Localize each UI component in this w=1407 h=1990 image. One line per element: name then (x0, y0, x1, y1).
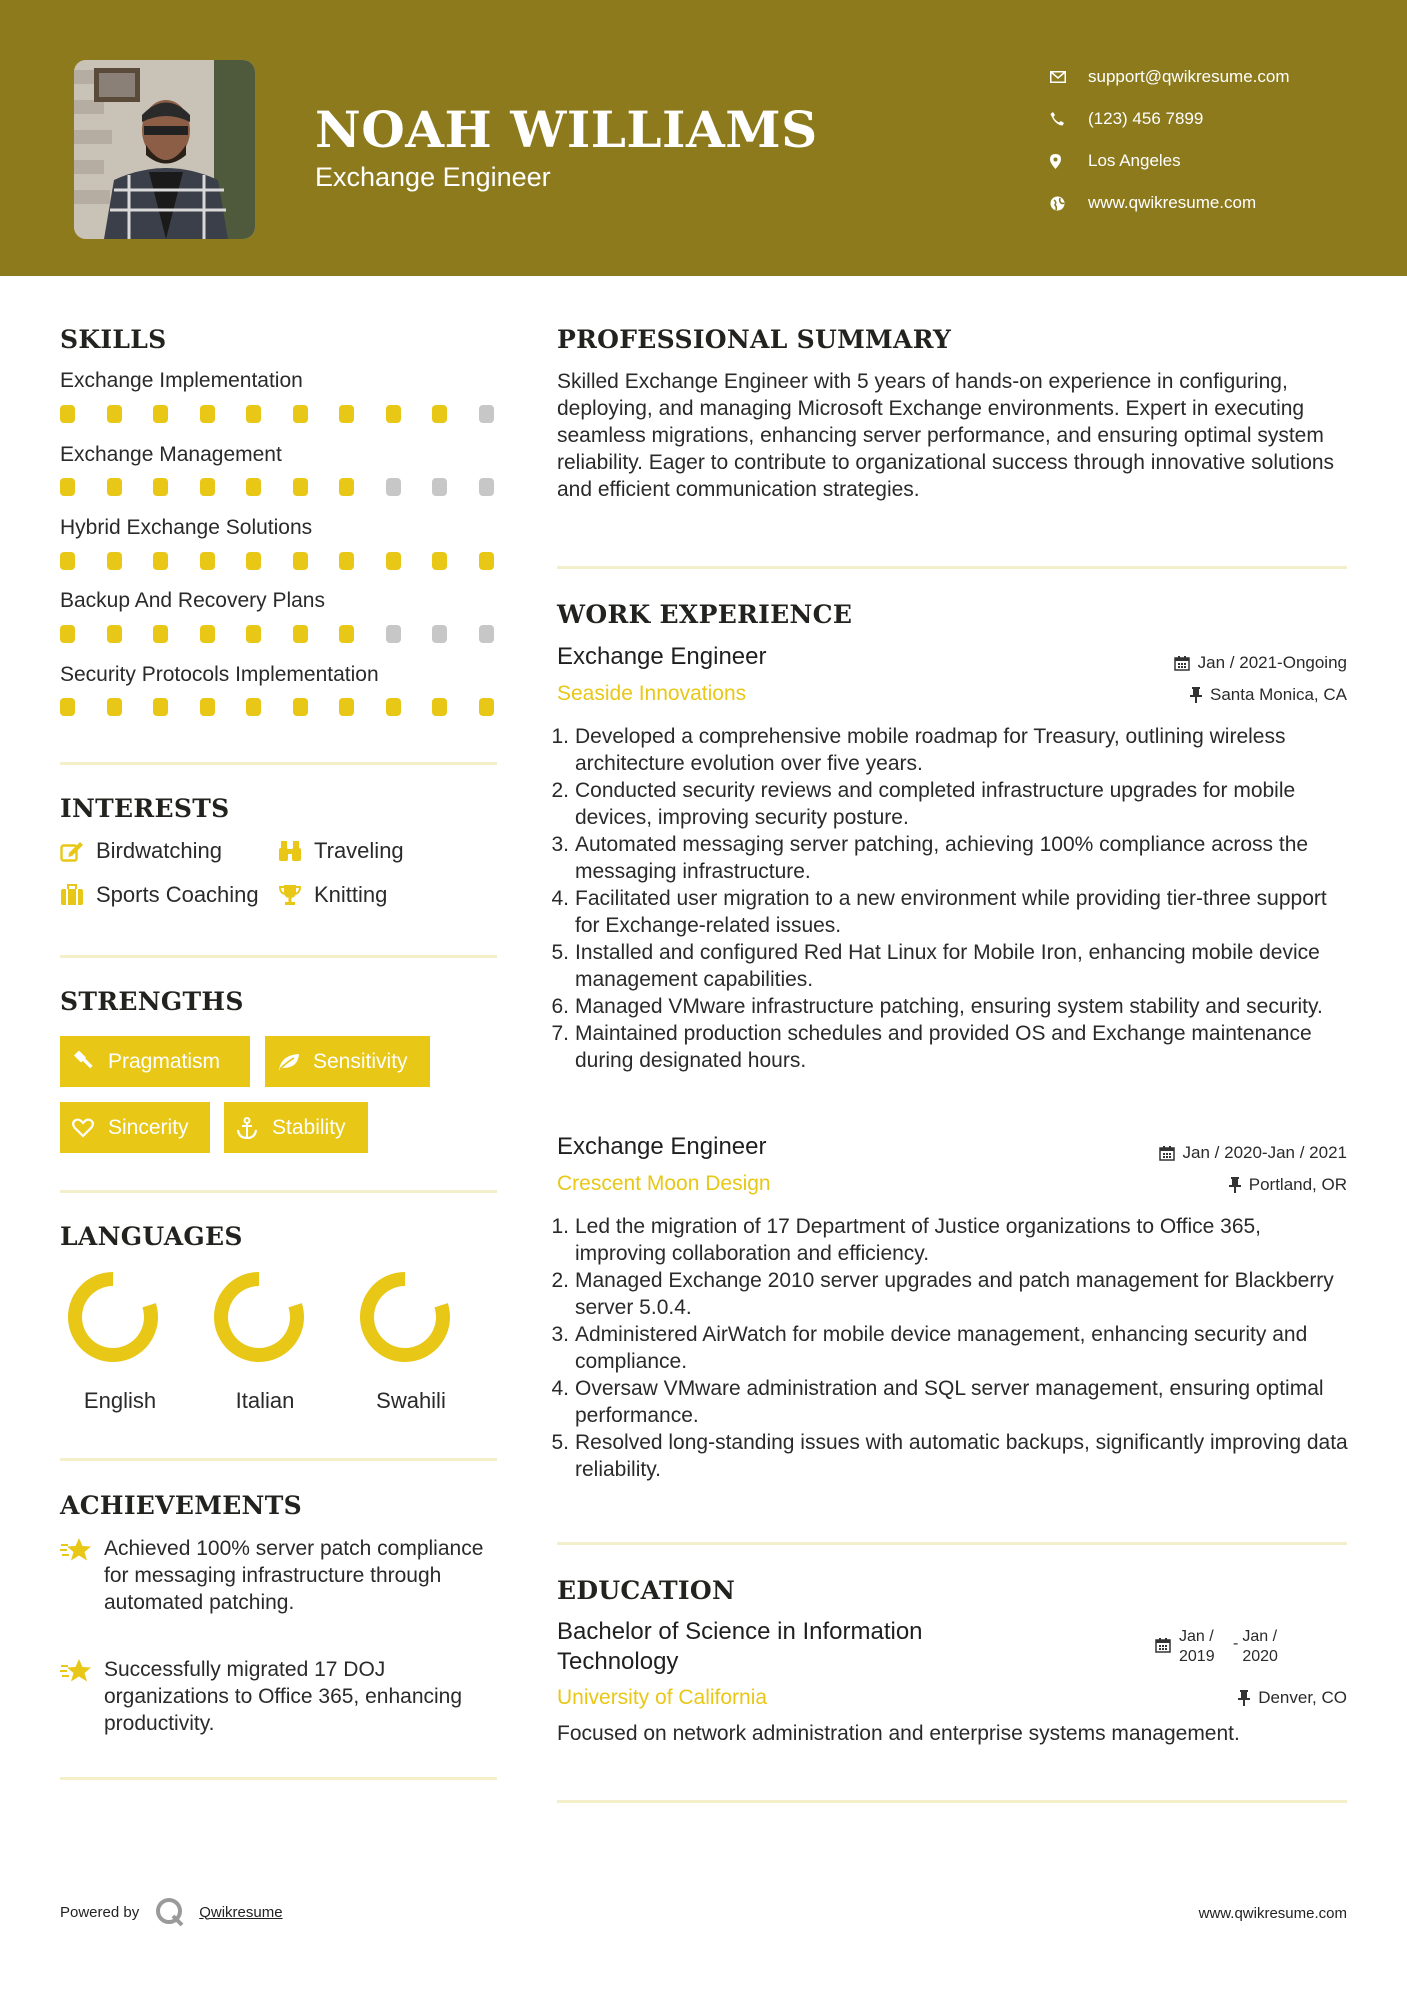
job-company: Seaside Innovations (557, 682, 747, 705)
skill-dot-filled (432, 405, 447, 423)
heart-icon (72, 1118, 108, 1138)
skill-dot-empty (386, 625, 401, 643)
skill-dot-filled (293, 478, 308, 496)
section-divider (60, 1458, 497, 1461)
skill-dot-filled (60, 552, 75, 570)
skill-dot-empty (432, 625, 447, 643)
contact-list (1050, 56, 1290, 224)
skill-dot-filled (339, 405, 354, 423)
star-badge-icon (60, 1658, 94, 1689)
skill-dot-filled (293, 625, 308, 643)
job-duty-item (547, 993, 1357, 1020)
skill-dot-filled (339, 478, 354, 496)
skill-name: Exchange Management (60, 443, 282, 466)
duty-number: 5. (551, 941, 569, 964)
education-start: Jan / 2019 (1179, 1628, 1215, 1665)
skill-dot-filled (386, 405, 401, 423)
duty-text: Facilitated user migration to a new environment while providing tier-three support for Exchange-related issues. (575, 887, 1327, 937)
education-location: Denver, CO (1238, 1688, 1347, 1708)
duty-number: 6. (551, 995, 569, 1018)
skill-dot-filled (107, 405, 122, 423)
section-divider (557, 1542, 1347, 1545)
skill-dot-filled (107, 552, 122, 570)
duty-number: 4. (551, 1377, 569, 1400)
skill-dot-filled (200, 552, 215, 570)
achievements-heading: ACHIEVEMENTS (60, 1491, 302, 1520)
duty-text: Managed Exchange 2010 server upgrades and patch management for Blackberry server 5.0.4. (575, 1269, 1334, 1319)
languages-heading: LANGUAGES (60, 1222, 243, 1251)
skill-dot-filled (246, 698, 261, 716)
skill-dot-filled (339, 552, 354, 570)
skill-dot-filled (200, 625, 215, 643)
job-dates: Jan / 2020-Jan / 2021 (1159, 1143, 1347, 1163)
skill-name: Backup And Recovery Plans (60, 589, 325, 612)
language-gauge (204, 1267, 314, 1377)
skill-dot-filled (479, 698, 494, 716)
duty-number: 2. (551, 1269, 569, 1292)
education-heading: EDUCATION (557, 1576, 736, 1605)
leaf-icon (277, 1052, 313, 1072)
duty-text: Led the migration of 17 Department of Justice organizations to Office 365, improving collaboration and efficiency. (575, 1215, 1262, 1265)
skill-dot-empty (479, 405, 494, 423)
education-end: Jan / 2020 (1242, 1628, 1278, 1665)
pushpin-icon (1190, 687, 1202, 703)
interest-item: Traveling (278, 838, 404, 864)
skill-dot-filled (432, 552, 447, 570)
education-description: Focused on network administration and enterprise systems management. (557, 1722, 1240, 1745)
duty-number: 2. (551, 779, 569, 802)
calendar-icon (1159, 1145, 1175, 1161)
globe-icon (1050, 196, 1088, 211)
language-gauge (350, 1267, 460, 1377)
pushpin-icon (1229, 1177, 1241, 1193)
calendar-icon (1155, 1637, 1171, 1653)
job-duty-item (547, 1375, 1357, 1429)
contact-phone[interactable]: (123) 456 7899 (1050, 98, 1290, 140)
job-duty-item (547, 831, 1357, 885)
phone-icon (1050, 112, 1088, 126)
candidate-name: NOAH WILLIAMS (315, 100, 818, 159)
duty-number: 7. (551, 1022, 569, 1045)
language-level-arc (75, 1279, 151, 1355)
section-divider (60, 762, 497, 765)
duty-text: Conducted security reviews and completed infrastructure upgrades for mobile devices, improving security posture. (575, 779, 1296, 829)
job-duties (547, 723, 1357, 1074)
job-dates: Jan / 2021-Ongoing (1174, 653, 1347, 673)
strength-badge: Sensitivity (265, 1036, 430, 1087)
strength-badge: Sincerity (60, 1102, 210, 1153)
section-divider (60, 1777, 497, 1780)
star-badge-icon (60, 1537, 94, 1568)
skill-dot-filled (60, 478, 75, 496)
skill-dot-filled (153, 698, 168, 716)
skill-rating (60, 698, 500, 716)
skill-dot-empty (432, 478, 447, 496)
interest-item: Sports Coaching (60, 882, 259, 908)
section-divider (557, 566, 1347, 569)
section-divider (60, 955, 497, 958)
skills-heading: SKILLS (60, 325, 167, 354)
job-duty-item (547, 1429, 1357, 1483)
candidate-title: Exchange Engineer (315, 162, 551, 192)
job-company: Crescent Moon Design (557, 1172, 771, 1195)
strength-badge: Pragmatism (60, 1036, 250, 1087)
section-divider (557, 1800, 1347, 1803)
skill-dot-filled (153, 625, 168, 643)
job-duty-item (547, 1020, 1357, 1074)
pushpin-icon (1238, 1690, 1250, 1706)
skill-dot-filled (293, 552, 308, 570)
job-duty-item (547, 885, 1357, 939)
duty-text: Resolved long-standing issues with automatic backups, significantly improving data reliability. (575, 1431, 1348, 1481)
language-name: Italian (235, 1388, 295, 1413)
job-title: Exchange Engineer (557, 1133, 767, 1160)
duty-text: Installed and configured Red Hat Linux for Mobile Iron, enhancing mobile device management capabilities. (575, 941, 1320, 991)
education-school: University of California (557, 1686, 768, 1709)
language-gauge (58, 1267, 168, 1377)
skill-dot-filled (107, 698, 122, 716)
binoculars-icon (278, 840, 314, 862)
skill-dot-filled (246, 625, 261, 643)
skill-dot-filled (246, 552, 261, 570)
contact-location: Los Angeles (1050, 140, 1290, 182)
achievement-text: Successfully migrated 17 DOJ organizations to Office 365, enhancing productivity. (104, 1658, 463, 1735)
interest-item: Knitting (278, 882, 387, 908)
skill-dot-filled (479, 552, 494, 570)
interests-heading: INTERESTS (60, 794, 230, 823)
job-location: Santa Monica, CA (1190, 685, 1347, 705)
language-name: English (83, 1388, 157, 1413)
education-degree: Bachelor of Science in Information Technology (557, 1618, 923, 1675)
achievement-text: Achieved 100% server patch compliance for messaging infrastructure through automated patching. (104, 1537, 484, 1614)
skill-dot-empty (479, 478, 494, 496)
duty-text: Oversaw VMware administration and SQL server management, ensuring optimal performance. (575, 1377, 1324, 1427)
skill-dot-filled (107, 625, 122, 643)
skill-dot-filled (60, 698, 75, 716)
language-level-arc (367, 1279, 443, 1355)
duty-number: 3. (551, 833, 569, 856)
skill-rating (60, 552, 500, 570)
footer-powered-by: Powered by Qwikresume (60, 1897, 283, 1927)
job-duty-item (547, 1321, 1357, 1375)
duty-number: 4. (551, 887, 569, 910)
skill-dot-filled (386, 552, 401, 570)
anchor-icon (236, 1117, 272, 1139)
job-duty-item (547, 939, 1357, 993)
calendar-icon (1174, 655, 1190, 671)
date-separator: - (1233, 1635, 1239, 1652)
experience-heading: WORK EXPERIENCE (557, 600, 853, 629)
skill-dot-filled (153, 552, 168, 570)
duty-number: 1. (551, 1215, 569, 1238)
footer-url[interactable]: www.qwikresume.com (1198, 1905, 1347, 1922)
skill-dot-filled (153, 478, 168, 496)
contact-email[interactable]: support@qwikresume.com (1050, 56, 1290, 98)
duty-text: Maintained production schedules and provided OS and Exchange maintenance during designated hours. (575, 1022, 1312, 1072)
skill-dot-filled (246, 405, 261, 423)
skill-name: Security Protocols Implementation (60, 663, 379, 686)
duty-text: Administered AirWatch for mobile device management, enhancing security and compliance. (575, 1323, 1308, 1373)
skill-dot-empty (479, 625, 494, 643)
education-dates (1155, 1627, 1292, 1667)
skill-name: Hybrid Exchange Solutions (60, 516, 313, 539)
profile-photo (74, 60, 255, 239)
skill-dot-filled (60, 405, 75, 423)
strengths-heading: STRENGTHS (60, 987, 244, 1016)
job-duty-item (547, 777, 1357, 831)
qwikresume-link[interactable]: Qwikresume (199, 1903, 283, 1921)
section-divider (60, 1190, 497, 1193)
skill-rating (60, 478, 500, 496)
job-location: Portland, OR (1229, 1175, 1347, 1195)
duty-number: 5. (551, 1431, 569, 1454)
skill-dot-filled (107, 478, 122, 496)
skill-dot-filled (293, 405, 308, 423)
skill-dot-empty (386, 478, 401, 496)
job-duty-item (547, 723, 1357, 777)
resume-header (0, 0, 1407, 276)
language-name: Swahili (376, 1388, 446, 1413)
skill-dot-filled (200, 478, 215, 496)
skill-dot-filled (60, 625, 75, 643)
skill-dot-filled (246, 478, 261, 496)
duty-text: Automated messaging server patching, achieving 100% compliance across the messaging infrastructure. (575, 833, 1309, 883)
job-duty-item (547, 1267, 1357, 1321)
summary-text: Skilled Exchange Engineer with 5 years of hands-on experience in configuring, deploying, and managing Microsoft Exchange environments. Expert in executing seamless migrations, enhancing server performance, and ensuring optimal system reliability. Eager to contribute to organizational success through innovative solutions and efficient communication strategies. (557, 370, 1335, 501)
job-title: Exchange Engineer (557, 643, 767, 670)
skill-dot-filled (432, 698, 447, 716)
skill-name: Exchange Implementation (60, 369, 303, 392)
briefcase-icon (60, 884, 96, 906)
language-level-arc (221, 1279, 297, 1355)
skill-rating (60, 625, 500, 643)
gavel-icon (72, 1051, 108, 1073)
summary-heading: PROFESSIONAL SUMMARY (557, 325, 952, 354)
skill-dot-filled (339, 698, 354, 716)
duty-text: Developed a comprehensive mobile roadmap for Treasury, outlining wireless architecture evolution over five years. (575, 725, 1286, 775)
duty-number: 1. (551, 725, 569, 748)
job-duty-item (547, 1213, 1357, 1267)
skill-dot-filled (153, 405, 168, 423)
skill-dot-filled (200, 698, 215, 716)
location-pin-icon (1050, 154, 1088, 169)
job-duties (547, 1213, 1357, 1483)
skill-dot-filled (386, 698, 401, 716)
skill-dot-filled (339, 625, 354, 643)
skill-rating (60, 405, 500, 423)
strength-badge: Stability (224, 1102, 368, 1153)
interest-item: Birdwatching (60, 838, 222, 864)
qwikresume-logo-icon (155, 1897, 185, 1927)
contact-website[interactable]: www.qwikresume.com (1050, 182, 1290, 224)
envelope-icon (1050, 71, 1088, 83)
skill-dot-filled (293, 698, 308, 716)
trophy-icon (278, 884, 314, 906)
duty-number: 3. (551, 1323, 569, 1346)
pencil-square-icon (60, 840, 96, 862)
skill-dot-filled (200, 405, 215, 423)
duty-text: Managed VMware infrastructure patching, ensuring system stability and security. (575, 995, 1323, 1018)
